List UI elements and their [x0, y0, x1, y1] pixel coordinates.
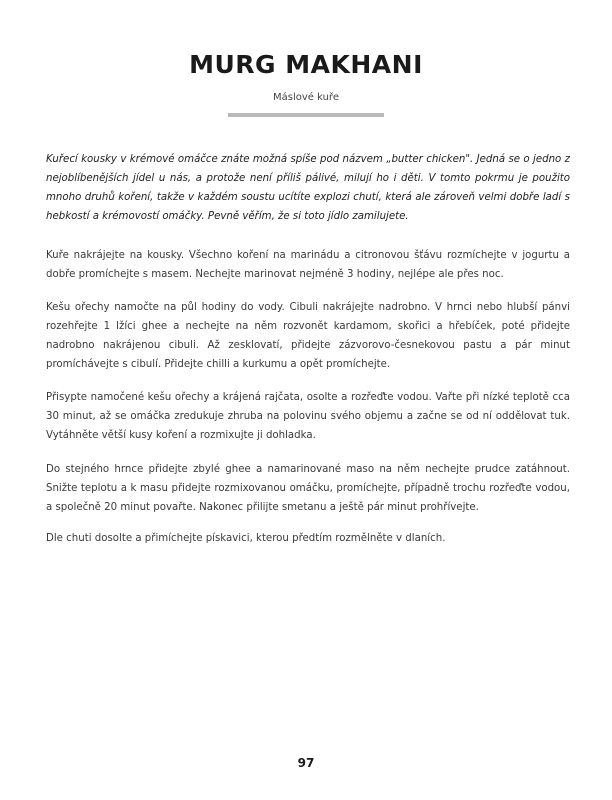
recipe-title: MURG MAKHANI: [189, 50, 423, 79]
page-number: 97: [297, 756, 315, 770]
instruction-paragraph-1: Kuře nakrájejte na kousky. Všechno koření na marinádu a citronovou šťávu rozmíchejte v jogurtu a dobře promíchejte s masem. Nechejte marinovat nejméně 3 hodiny, nejlépe ale přes noc.: [46, 250, 570, 280]
instruction-paragraph-4: Do stejného hrnce přidejte zbylé ghee a namarinované maso na něm nechejte prudce zatáhnout. Snižte teplotu a k masu přidejte rozmixovanou omáčku, promíchejte, případně trochu rozřeďte vodou, a společně 20 minut povařte. Nakonec přilijte smetanu a ještě pár minut prohřívejte.: [46, 464, 570, 513]
instruction-paragraph-5: Dle chuti dosolte a přimíchejte pískavici, kterou předtím rozmělněte v dlaních.: [46, 533, 446, 544]
title-divider: [228, 113, 384, 117]
recipe-intro: Kuřecí kousky v krémové omáčce znáte možná spíše pod názvem „butter chicken". Jedná se o jedno z nejoblíbenějších jídel u nás, a protože není příliš pálivé, milují ho i děti. V tomto pokrmu je použito mnoho druhů koření, takže v každém soustu ucítíte explozi chutí, která ale zároveň velmi dobře ladí s hebkostí a krémovostí omáčky. Pevně věřím, že si toto jídlo zamilujete.: [46, 154, 570, 222]
recipe-subtitle: Máslové kuře: [273, 92, 339, 103]
instruction-paragraph-2: Kešu ořechy namočte na půl hodiny do vody. Cibuli nakrájejte nadrobno. V hrnci nebo hlubší pánvi rozehřejte 1 lžíci ghee a nechejte na něm rozvonět kardamom, skořici a hřebíček, poté přidejte nadrobno nakrájenou cibuli. Až zesklovatí, přidejte zázvorovo-česnekovou pastu a pár minut promíchávejte s cibulí. Přidejte chilli a kurkumu a opět promíchejte.: [46, 302, 570, 370]
instruction-paragraph-3: Přisypte namočené kešu ořechy a krájená rajčata, osolte a rozřeďte vodou. Vařte při nízké teplotě cca 30 minut, až se omáčka zredukuje zhruba na polovinu svého objemu a začne se od ní oddělovat tuk. Vytáhněte větší kusy koření a rozmixujte ji dohladka.: [46, 392, 570, 441]
